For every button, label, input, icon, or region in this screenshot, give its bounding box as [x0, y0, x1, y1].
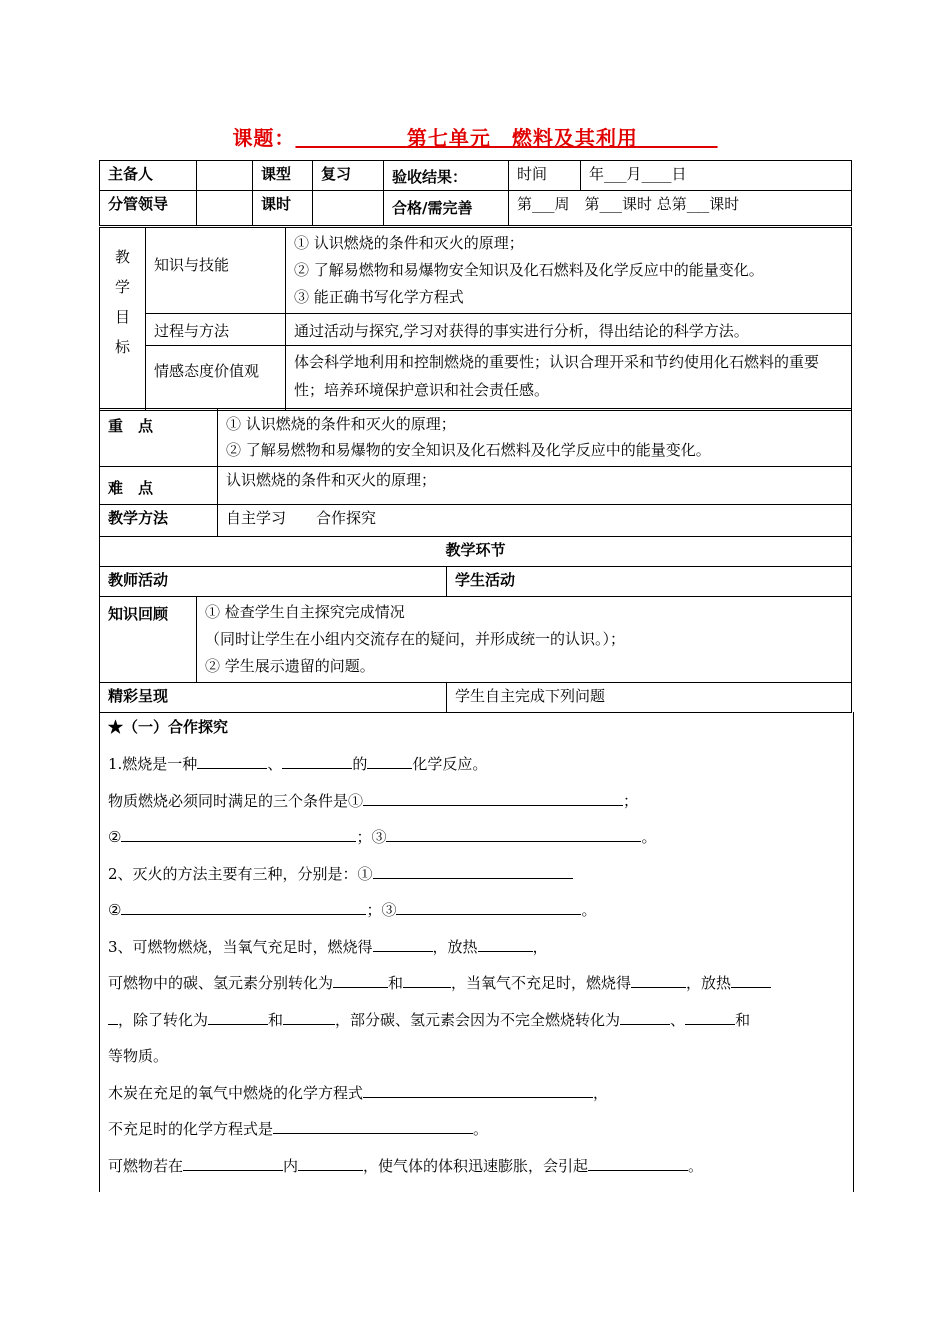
- title-prefix: 课题：: [232, 126, 296, 150]
- answer-blank[interactable]: [121, 826, 356, 842]
- question-3-line2: 可燃物中的碳、氢元素分别转化为 和 ，当氧气不充足时，燃烧得 ，放热: [108, 965, 848, 1002]
- objective-line: ① 认识燃烧的条件和灭火的原理；: [294, 234, 524, 252]
- answer-blank[interactable]: [386, 826, 641, 842]
- answer-blank[interactable]: [620, 1009, 670, 1025]
- week-text: 第___周 第___课时 总第___课时: [509, 191, 852, 226]
- obj-char-2: 学: [114, 278, 130, 296]
- objective-name-knowledge: 知识与技能: [146, 228, 286, 314]
- answer-blank[interactable]: [333, 972, 388, 988]
- answer-blank[interactable]: [685, 1009, 735, 1025]
- review-line: ① 检查学生自主探究完成情况: [205, 603, 405, 621]
- title-main: 第七单元 燃料及其利用: [406, 126, 638, 150]
- leader-value[interactable]: [197, 191, 253, 226]
- obj-char-4: 标: [114, 338, 130, 356]
- host-value[interactable]: [197, 161, 253, 191]
- answer-blank[interactable]: [588, 1155, 688, 1171]
- question-2-cont: ② ；③ 。: [108, 901, 597, 919]
- answer-blank[interactable]: [121, 899, 366, 915]
- highlight-student-text: 学生自主完成下列问题: [447, 683, 852, 713]
- method-label: 教学方法: [100, 505, 218, 537]
- key-points-label: 重 点: [100, 409, 218, 467]
- type-label: 课型: [253, 161, 313, 191]
- objective-knowledge: [286, 228, 852, 314]
- leader-label: 分管领导: [100, 191, 197, 226]
- objective-line: ③ 能正确书写化学方程式: [294, 288, 464, 306]
- answer-blank[interactable]: [282, 753, 352, 769]
- question-5: 不充足时的化学方程式是 。: [108, 1120, 489, 1138]
- answer-blank[interactable]: [373, 863, 573, 879]
- review-content: [197, 597, 852, 683]
- period-value[interactable]: [313, 191, 384, 226]
- time-label: 时间: [509, 161, 581, 191]
- question-6: 可燃物若在 内 ，使气体的体积迅速膨胀，会引起 。: [108, 1156, 704, 1175]
- answer-blank[interactable]: [183, 1155, 283, 1171]
- section-table: [99, 536, 852, 713]
- host-label: 主备人: [100, 161, 197, 191]
- page-title: [0, 122, 950, 151]
- answer-blank[interactable]: [373, 936, 433, 952]
- answer-blank[interactable]: [108, 1009, 118, 1025]
- key-points: [218, 409, 852, 467]
- question-3-line4: 等物质。: [108, 1047, 169, 1065]
- period-label: 课时: [253, 191, 313, 226]
- answer-blank[interactable]: [631, 972, 686, 988]
- review-label: 知识回顾: [100, 597, 197, 683]
- points-table: [99, 408, 852, 537]
- objective-line: ② 了解易燃物和易爆物安全知识及化石燃料及化学反应中的能量变化。: [294, 261, 764, 279]
- answer-blank[interactable]: [478, 936, 533, 952]
- obj-char-3: 目: [114, 308, 130, 326]
- answer-blank[interactable]: [283, 1009, 335, 1025]
- question-3-line3: ，除了转化为 和 ，部分碳、氢元素会因为不完全燃烧转化为 、 和: [108, 1002, 848, 1039]
- question-4: 木炭在充足的氧气中燃烧的化学方程式 ，: [108, 1083, 609, 1102]
- question-1-conditions-cont: ② ；③ 。: [108, 828, 657, 846]
- answer-blank[interactable]: [731, 972, 771, 988]
- acceptance-label: 验收结果：: [384, 161, 509, 191]
- key-point: ① 认识燃烧的条件和灭火的原理；: [226, 415, 456, 433]
- answer-blank[interactable]: [396, 899, 581, 915]
- objective-name-attitude: 情感态度价值观: [146, 346, 286, 411]
- difficulty-text: 认识燃烧的条件和灭火的原理；: [218, 467, 852, 505]
- section-title: 教学环节: [100, 537, 852, 567]
- review-line: ② 学生展示遗留的问题。: [205, 657, 375, 675]
- answer-blank[interactable]: [367, 753, 412, 769]
- question-3: 3、可燃物燃烧，当氧气充足时，燃烧得 ，放热 ，: [108, 937, 548, 956]
- question-2: 2、灭火的方法主要有三种，分别是：①: [108, 856, 848, 893]
- difficulty-label: 难 点: [100, 467, 218, 505]
- answer-blank[interactable]: [403, 972, 451, 988]
- objective-process: 通过活动与探究,学习对获得的事实进行分析，得出结论的科学方法。: [286, 314, 852, 346]
- question-1-conditions: 物质燃烧必须同时满足的三个条件是① ；: [108, 791, 639, 810]
- objective-attitude: 体会科学地利用和控制燃烧的重要性；认识合理开采和节约使用化石燃料的重要性；培养环境保护意识和社会责任感。: [286, 346, 852, 411]
- answer-blank[interactable]: [298, 1155, 363, 1171]
- answer-blank[interactable]: [197, 753, 267, 769]
- teacher-label: 教师活动: [100, 567, 447, 597]
- highlight-label: 精彩呈现: [100, 683, 447, 713]
- method-text: 自主学习 合作探究: [218, 505, 852, 537]
- header-table: [99, 160, 852, 226]
- answer-blank[interactable]: [208, 1009, 268, 1025]
- obj-char-1: 教: [114, 248, 130, 266]
- student-label: 学生活动: [447, 567, 852, 597]
- pass-label: 合格/需完善: [384, 191, 509, 226]
- review-line: （同时让学生在小组内交流存在的疑问，并形成统一的认识。）；: [205, 630, 626, 648]
- exercise-section: [99, 712, 854, 1192]
- date-text: 年___月____日: [581, 161, 852, 191]
- type-value: 复习: [313, 161, 384, 191]
- objective-name-process: 过程与方法: [146, 314, 286, 346]
- answer-blank[interactable]: [273, 1118, 473, 1134]
- question-1: 1.燃烧是一种 、 的 化学反应。: [108, 755, 488, 773]
- answer-blank[interactable]: [363, 790, 623, 806]
- objectives-label: [100, 228, 146, 411]
- answer-blank[interactable]: [363, 1082, 593, 1098]
- key-point: ② 了解易燃物和易爆物的安全知识及化石燃料及化学反应中的能量变化。: [226, 441, 711, 459]
- objectives-table: [99, 227, 852, 411]
- exercise-heading: ★（一）合作探究: [108, 718, 229, 736]
